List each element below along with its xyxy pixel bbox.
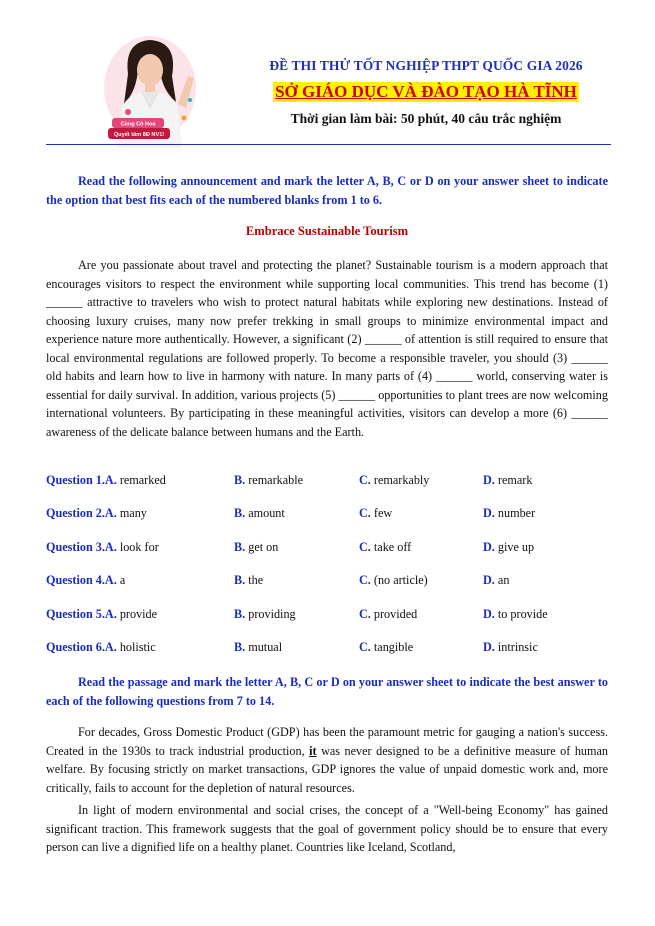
exam-title: ĐỀ THI THỬ TỐT NGHIỆP THPT QUỐC GIA 2026 — [269, 58, 583, 73]
option-d: remark — [497, 473, 533, 487]
option-letter: B. — [234, 506, 246, 520]
section2-instruction: Read the passage and mark the letter A, B, C or D on your answer sheet to indicate the best answer to each of the following questions from 7 to 14. — [46, 675, 608, 708]
question-row — [46, 607, 611, 625]
option-letter: D. — [483, 640, 495, 654]
option-letter: C. — [359, 573, 371, 587]
passage-2-paragraph-2: In light of modern environmental and social crises, the concept of a "Well-being Economy" has gained significant traction. This framework suggests that the goal of government policy should be to ensure that every person can live a dignified life on a healthy planet. Countries like Iceland, Scotland, — [46, 803, 608, 854]
option-letter: C. — [359, 473, 371, 487]
option-letter: A. — [104, 540, 117, 554]
option-d: give up — [497, 540, 535, 554]
option-letter: A. — [104, 506, 117, 520]
passage-2-paragraph-1: For decades, Gross Domestic Product (GDP) has been the paramount metric for gauging a nation's success. Created in the 1930s to track industrial production, it was never designed to be a definitive measure of human welfare. By focusing strictly on market transactions, GDP ignores the value of unpaid domestic work and, more critically, fails to account for the depletion of natural resources. — [46, 725, 608, 795]
option-a: holistic — [119, 640, 156, 654]
passage-title: Embrace Sustainable Tourism — [245, 224, 409, 238]
department-title: SỞ GIÁO DỤC VÀ ĐÀO TẠO HÀ TĨNH — [275, 82, 577, 101]
option-d: number — [497, 506, 536, 520]
header-titles — [236, 58, 616, 127]
badge-line1: Cùng Cô Hoa — [120, 121, 156, 128]
option-letter: D. — [483, 573, 495, 587]
option-b: amount — [248, 506, 285, 520]
option-b: remarkable — [248, 473, 304, 487]
option-d: intrinsic — [497, 640, 538, 654]
question-label: Question 3. — [46, 540, 105, 554]
option-letter: B. — [234, 473, 246, 487]
option-c: (no article) — [373, 573, 428, 587]
question-row — [46, 540, 611, 558]
option-b: mutual — [248, 640, 283, 654]
option-letter: C. — [359, 506, 371, 520]
option-a: provide — [119, 607, 158, 621]
option-letter: B. — [234, 573, 246, 587]
option-c: take off — [373, 540, 412, 554]
exam-duration: Thời gian làm bài: 50 phút, 40 câu trắc nghiệm — [290, 111, 562, 126]
badge-line2: Quyết tâm 8Đ NV1! — [113, 132, 165, 138]
option-letter: A. — [104, 473, 117, 487]
question-row — [46, 573, 611, 591]
question-label: Question 4. — [46, 573, 105, 587]
question-label: Question 6. — [46, 640, 105, 654]
option-b: the — [248, 573, 264, 587]
option-letter: C. — [359, 640, 371, 654]
option-letter: D. — [483, 473, 495, 487]
question-label: Question 2. — [46, 506, 105, 520]
option-letter: D. — [483, 506, 495, 520]
option-letter: C. — [359, 607, 371, 621]
passage-1: Are you passionate about travel and protecting the planet? Sustainable tourism is a modern approach that encourages visitors to respect the environment while supporting local communities. This trend has become (1) ______ attractive to travelers who wish to protect natural habitats while exploring new destinations. Instead of choosing luxury cruises, many now prefer trekking in small groups to minimize environmental impact and experience nature more authentically. However, a significant (2) ______ of attention is still required to ensure that local environmental regulations are followed properly. To become a responsible traveler, you should (3) ______ old habits and learn how to live in harmony with nature. In many parts of (4) ______ world, conserving water is essential for daily survival. In addition, various projects (5) ______ opportunities to plant trees are now welcoming international volunteers. By participating in these meaningful activities, visitors can develop a more (6) ______ awareness of the delicate balance between humans and the Earth. — [46, 258, 608, 439]
section1-instruction: Read the following announcement and mark the letter A, B, C or D on your answer sheet to indicate the option that best fits each of the numbered blanks from 1 to 6. — [46, 174, 608, 207]
option-letter: A. — [104, 607, 117, 621]
option-d: to provide — [497, 607, 548, 621]
option-b: get on — [248, 540, 279, 554]
option-c: few — [373, 506, 393, 520]
option-letter: D. — [483, 607, 495, 621]
question-row — [46, 640, 611, 658]
option-a: a — [119, 573, 126, 587]
question-label: Question 5. — [46, 607, 105, 621]
teacher-photo — [98, 30, 206, 148]
header-divider — [46, 144, 611, 145]
option-a: remarked — [119, 473, 166, 487]
option-letter: A. — [104, 640, 117, 654]
underlined-it: it — [309, 743, 317, 758]
question-label: Question 1. — [46, 473, 105, 487]
option-a: look for — [119, 540, 159, 554]
option-letter: B. — [234, 607, 246, 621]
option-letter: B. — [234, 540, 246, 554]
option-c: provided — [373, 607, 418, 621]
option-letter: A. — [104, 573, 117, 587]
option-a: many — [119, 506, 147, 520]
option-b: providing — [248, 607, 296, 621]
option-c: tangible — [373, 640, 414, 654]
question-row — [46, 473, 611, 491]
option-letter: D. — [483, 540, 495, 554]
option-d: an — [497, 573, 510, 587]
exam-header — [46, 22, 611, 144]
option-letter: B. — [234, 640, 246, 654]
option-letter: C. — [359, 540, 371, 554]
question-row — [46, 506, 611, 524]
option-c: remarkably — [373, 473, 430, 487]
